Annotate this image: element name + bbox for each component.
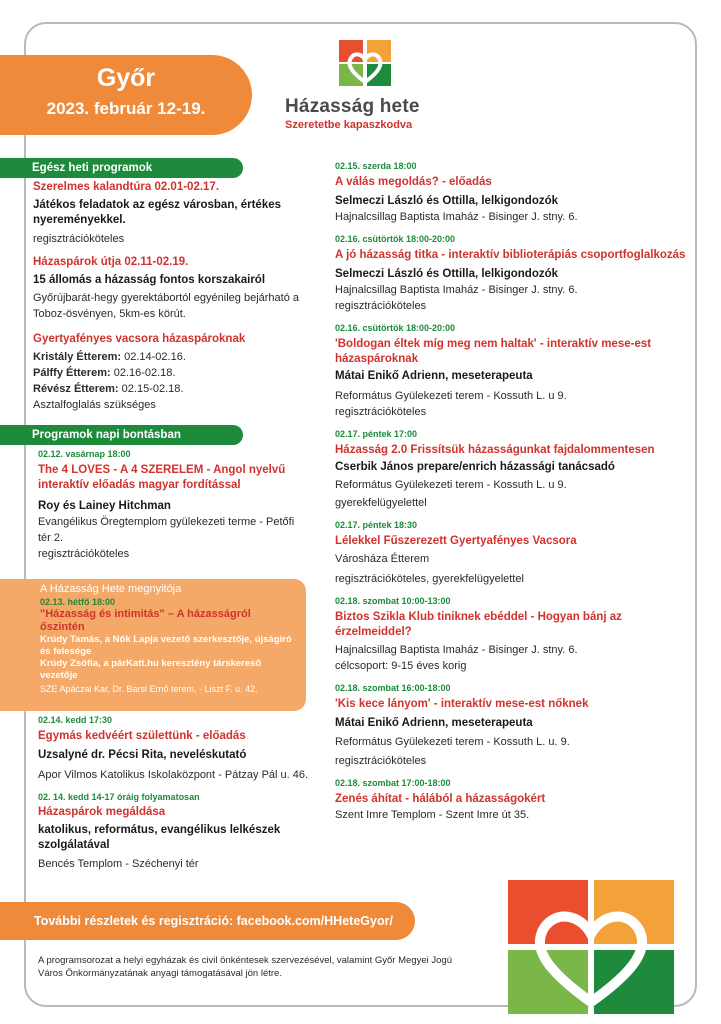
- opening-speaker: Krúdy Tamás, a Nők Lapja vezető szerkesztője, újságíró és felesége: [40, 634, 292, 657]
- event-location: Városháza Étterem: [335, 553, 430, 565]
- event-location: Református Gyülekezeti terem - Kossuth L. u. 9.: [335, 736, 570, 748]
- event: [335, 322, 687, 420]
- event-date: 2023. február 12-19.: [46, 99, 206, 118]
- event: [335, 777, 687, 823]
- event-location: Evangélikus Öregtemplom gyülekezeti terme - Petőfi tér 2.: [38, 516, 295, 544]
- dinner-item: Kristály Étterem: 02.14-02.16.: [33, 351, 186, 363]
- event: [335, 595, 687, 674]
- event-date: 02.17. péntek 18:30: [335, 520, 418, 530]
- event-title: Zenés áhítat - hálából a házasságokért: [335, 793, 546, 805]
- event-speaker: Selmeczi László és Ottilla, lelkigondozók: [335, 268, 559, 280]
- weekly-title: Házaspárok útja 02.11-02.19.: [33, 256, 189, 268]
- event-title: 'Kis kece lányom' - interaktív mese-est nőknek: [335, 698, 589, 710]
- weekly-desc: Játékos feladatok az egész városban, értékes nyereményekkel.: [33, 199, 282, 226]
- event-title: 'Boldogan éltek míg meg nem haltak' - interaktív mese-est házaspároknak: [335, 338, 652, 365]
- event-date: 02.18. szombat 10:00-13:00: [335, 596, 451, 606]
- opening-event: [0, 579, 306, 711]
- event-date: 02. 14. kedd 14-17 óráig folyamatosan: [38, 792, 200, 802]
- event-location: Hajnalcsillag Baptista Imaház - Bisinger J. stny. 6.: [335, 644, 578, 656]
- event-title: The 4 LOVES - A 4 SZERELEM - Angol nyelvű interaktív előadás magyar fordítással: [38, 464, 286, 491]
- dinner-block: [33, 332, 308, 413]
- event-date: 02.18. szombat 16:00-18:00: [335, 683, 451, 693]
- opening-title: "Házasság és intimitás" – A házasságról őszintén: [40, 608, 251, 633]
- opening-label: A Házasság Hete megnyitója: [40, 583, 182, 595]
- event-date: 02.18. szombat 17:00-18:00: [335, 778, 451, 788]
- event-location: Bencés Templom - Széchenyi tér: [38, 858, 199, 870]
- event-date: 02.14. kedd 17:30: [38, 715, 113, 725]
- event-title: A válás megoldás? - előadás: [335, 176, 492, 188]
- event-note: gyerekfelügyelettel: [335, 497, 427, 509]
- weekly-item: [33, 180, 308, 247]
- event-title: Lélekkel Fűszerezett Gyertyafényes Vacsora: [335, 535, 577, 547]
- event-note: regisztrációköteles: [38, 548, 130, 560]
- event-date: 02.17. péntek 17:00: [335, 429, 418, 439]
- section-daily: Programok napi bontásban: [0, 425, 243, 445]
- event-location: Református Gyülekezeti terem - Kossuth L. u 9.: [335, 479, 567, 491]
- header-banner: [0, 55, 252, 135]
- event-note: regisztrációköteles: [335, 406, 427, 418]
- event: [335, 160, 687, 225]
- event-title: Házasság 2.0 Frissítsük házasságunkat fajdalommentesen: [335, 444, 655, 456]
- event: [335, 519, 687, 587]
- weekly-item: [33, 255, 308, 322]
- event-note: regisztrációköteles, gyerekfelügyelettel: [335, 573, 524, 585]
- event-speaker: Cserbik János prepare/enrich házassági tanácsadó: [335, 461, 615, 473]
- event: [335, 682, 687, 769]
- dinner-title: Gyertyafényes vacsora házaspároknak: [33, 333, 246, 345]
- opening-speaker: Krúdy Zsófia, a párKatt.hu keresztény társkereső vezetője: [40, 658, 262, 681]
- logo: [285, 34, 445, 131]
- event-location: Református Gyülekezeti terem - Kossuth L. u 9.: [335, 390, 567, 402]
- event-date: 02.16. csütörtök 18:00-20:00: [335, 234, 456, 244]
- opening-date: 02.13. hétfő 18:00: [40, 597, 116, 607]
- event: [38, 791, 313, 872]
- heart-logo-icon: [333, 34, 397, 90]
- event-title: A jó házasság titka - interaktív biblioterápiás csoportfoglalkozás: [335, 249, 686, 261]
- event-note: regisztrációköteles: [335, 300, 427, 312]
- event: [335, 428, 687, 511]
- city-title: Győr: [96, 64, 156, 92]
- event-note: célcsoport: 9-15 éves korig: [335, 660, 467, 672]
- opening-location: SZE Apáczai Kar, Dr. Barsi Ernő terem, - Liszt F. u. 42.: [40, 684, 258, 694]
- weekly-note: Győrújbarát-hegy gyerektábortól egyénileg bejárható a Toboz-ösvényen, 5km-es körút.: [33, 292, 299, 320]
- event-title: Házaspárok megáldása: [38, 806, 166, 818]
- brand-name: Házasság hete: [285, 96, 420, 117]
- event-title: Egymás kedvéért születtünk - előadás: [38, 730, 246, 742]
- section-weekly: Egész heti programok: [0, 158, 243, 178]
- event-title: Biztos Szikla Klub tiniknek ebéddel - Hogyan bánj az érzelmeiddel?: [335, 611, 622, 638]
- heart-logo-large-icon: [498, 870, 688, 1020]
- event-date: 02.12. vasárnap 18:00: [38, 449, 131, 459]
- event-speaker: Uzsalyné dr. Pécsi Rita, neveléskutató: [38, 749, 247, 761]
- right-events: [335, 160, 687, 831]
- event-note: regisztrációköteles: [335, 755, 427, 767]
- event-location: Apor Vilmos Katolikus Iskolaközpont - Pátzay Pál u. 46.: [38, 769, 309, 781]
- footer-note: A programsorozat a helyi egyházak és civil önkéntesek szervezésével, valamint Győr Megyei Jogú Város Önkormányzatának anyagi támogatásával jön létre.: [38, 955, 452, 979]
- left-events: [38, 448, 308, 562]
- event-speaker: Mátai Enikő Adrienn, meseterapeuta: [335, 370, 533, 382]
- event-speaker: Roy és Lainey Hitchman: [38, 500, 171, 512]
- brand-tagline: Szeretetbe kapaszkodva: [285, 119, 413, 131]
- event-date: 02.15. szerda 18:00: [335, 161, 417, 171]
- event: [38, 714, 313, 783]
- event-location: Szent Imre Templom - Szent Imre út 35.: [335, 809, 530, 821]
- left-events-2: [38, 714, 313, 880]
- facebook-link[interactable]: További részletek és regisztráció: facebook.com/HHeteGyor/: [0, 902, 415, 940]
- event: [335, 233, 687, 314]
- weekly-title: Szerelmes kalandtúra 02.01-02.17.: [33, 181, 220, 193]
- weekly-column: [33, 180, 308, 421]
- event-speaker: Mátai Enikő Adrienn, meseterapeuta: [335, 717, 533, 729]
- dinner-item: Pálffy Étterem: 02.16-02.18.: [33, 367, 176, 379]
- weekly-desc: 15 állomás a házasság fontos korszakairól: [33, 274, 266, 286]
- event-location: Hajnalcsillag Baptista Imaház - Bisinger J. stny. 6.: [335, 284, 578, 296]
- event-speaker: Selmeczi László és Ottilla, lelkigondozók: [335, 195, 559, 207]
- dinner-item: Révész Étterem: 02.15-02.18.: [33, 383, 184, 395]
- event-date: 02.16. csütörtök 18:00-20:00: [335, 323, 456, 333]
- dinner-note: Asztalfoglalás szükséges: [33, 399, 156, 411]
- event-speaker: katolikus, református, evangélikus lelkészek szolgálatával: [38, 824, 281, 851]
- weekly-note: regisztrációköteles: [33, 233, 125, 245]
- event-location: Hajnalcsillag Baptista Imaház - Bisinger J. stny. 6.: [335, 211, 578, 223]
